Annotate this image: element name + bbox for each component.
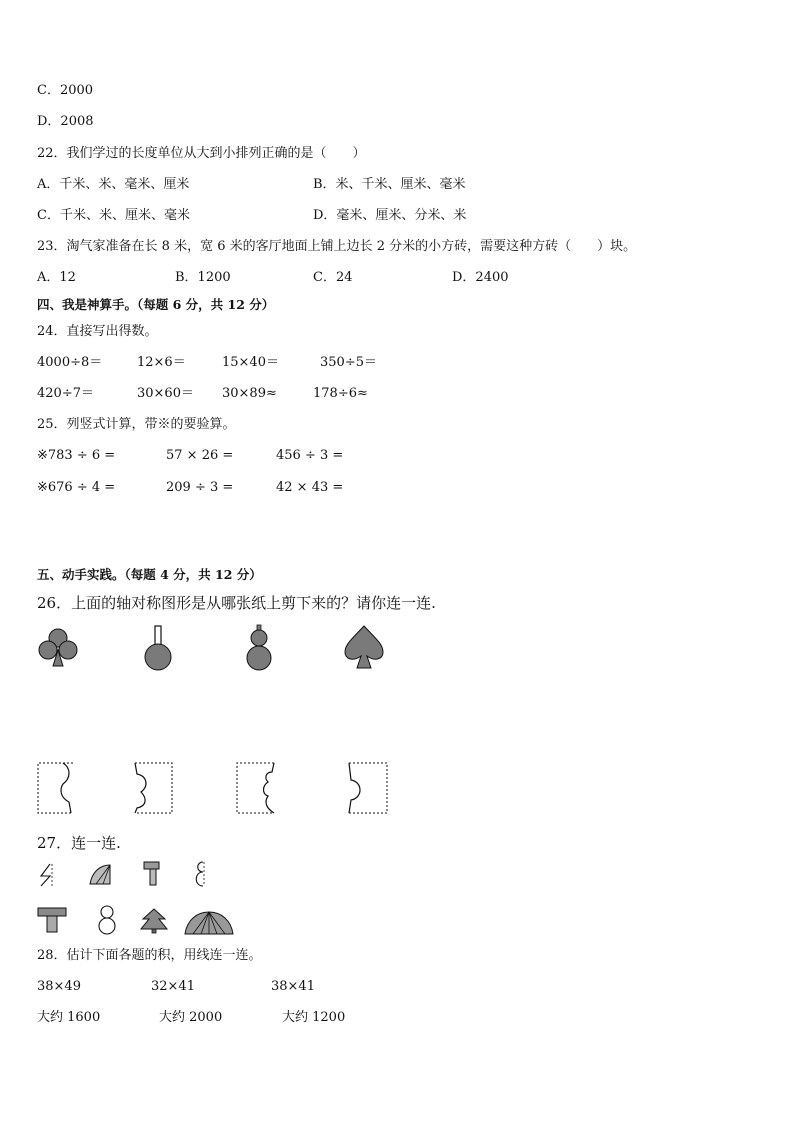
q26-stem: 26．上面的轴对称图形是从哪张纸上剪下来的？请你连一连.	[37, 594, 436, 612]
folded-paper-a	[37, 762, 77, 814]
q22-option-c: C．千米、米、厘米、毫米	[37, 208, 190, 223]
q25-item: ※783 ÷ 6 =	[37, 448, 116, 463]
q24-item: 178÷6≈	[313, 386, 368, 401]
section-5-title: 五、动手实践。（每题 4 分，共 12 分）	[37, 567, 262, 582]
folded-paper-c	[236, 762, 278, 814]
half-stool-icon	[142, 860, 162, 888]
q24-item: 350÷5＝	[320, 355, 377, 370]
q27-stem: 27．连一连.	[37, 834, 121, 852]
racket-shape-icon	[142, 624, 174, 672]
q28-estimate: 大约 1200	[282, 1010, 346, 1025]
q21-option-d: D．2008	[37, 114, 94, 129]
q28-stem: 28．估计下面各题的积，用线连一连。	[37, 948, 262, 963]
q22-option-b: B．米、千米、厘米、毫米	[313, 177, 466, 192]
q22-option-a: A．千米、米、毫米、厘米	[37, 177, 190, 192]
q28-product: 38×41	[271, 979, 315, 994]
spade-shape-icon	[343, 624, 385, 670]
q28-product: 32×41	[151, 979, 195, 994]
q28-estimate: 大约 2000	[159, 1010, 223, 1025]
q24-item: 15×40＝	[222, 355, 279, 370]
gourd-shape-icon	[244, 624, 274, 672]
umbrella-icon	[184, 910, 234, 936]
q23-option-c: C．24	[313, 270, 353, 285]
q25-stem: 25．列竖式计算，带※的要验算。	[37, 417, 236, 432]
q24-stem: 24．直接写出得数。	[37, 324, 158, 339]
q24-item: 30×60＝	[137, 386, 194, 401]
tree-icon	[140, 908, 168, 934]
stool-icon	[36, 906, 68, 934]
folded-paper-b	[131, 762, 173, 814]
q24-item: 420÷7＝	[37, 386, 94, 401]
q25-item: 57 × 26 =	[166, 448, 234, 463]
q28-product: 38×49	[37, 979, 81, 994]
q22-stem: 22．我们学过的长度单位从大到小排列正确的是（ ）	[37, 146, 366, 161]
q23-option-b: B．1200	[175, 270, 231, 285]
q23-option-d: D．2400	[452, 270, 509, 285]
q25-item: ※676 ÷ 4 =	[37, 480, 116, 495]
q24-item: 4000÷8＝	[37, 355, 103, 370]
q24-item: 12×6＝	[137, 355, 186, 370]
snowman-icon	[96, 904, 118, 936]
q25-item: 456 ÷ 3 =	[276, 448, 344, 463]
club-shape-icon	[36, 626, 80, 670]
q28-estimate: 大约 1600	[37, 1010, 101, 1025]
q21-option-c: C．2000	[37, 83, 94, 98]
folded-paper-d	[345, 762, 389, 814]
q25-item: 209 ÷ 3 =	[166, 480, 234, 495]
half-snowman-icon	[192, 860, 210, 888]
half-umbrella-icon	[88, 862, 114, 888]
q25-item: 42 × 43 =	[276, 480, 344, 495]
half-lightning-icon	[38, 862, 58, 888]
q22-option-d: D．毫米、厘米、分米、米	[313, 208, 467, 223]
section-4-title: 四、我是神算手。（每题 6 分，共 12 分）	[37, 297, 275, 312]
q24-item: 30×89≈	[222, 386, 277, 401]
q23-option-a: A．12	[37, 270, 76, 285]
q23-stem: 23．淘气家准备在长 8 米，宽 6 米的客厅地面上铺上边长 2 分米的小方砖，需要这种方砖（ ）块。	[37, 239, 637, 254]
